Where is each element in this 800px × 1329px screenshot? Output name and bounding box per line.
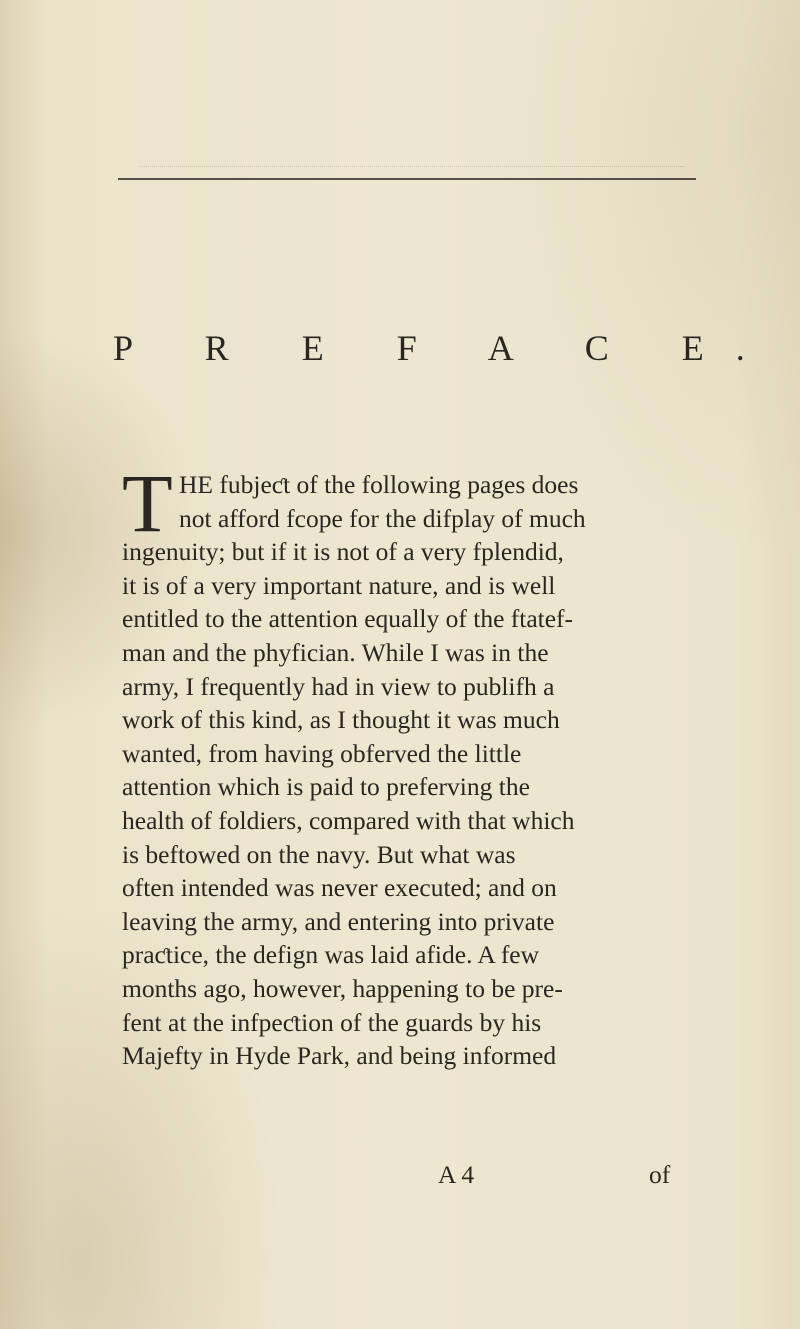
text-line: Majefty in Hyde Park, and being informed	[122, 1041, 557, 1071]
text-line: leaving the army, and entering into private	[122, 906, 555, 936]
text-line: fent at the infpeƈtion of the guards by his	[122, 1007, 542, 1037]
text-line: man and the phyfician. While I was in the	[122, 637, 549, 667]
text-line: praƈtice, the defign was laid afide. A few	[122, 940, 540, 970]
text-line: work of this kind, as I thought it was much	[122, 705, 560, 735]
page-footer	[0, 1160, 800, 1200]
text-line: wanted, from having obferved the little	[122, 738, 522, 768]
text-line: ingenuity; but if it is not of a very fplendid,	[122, 537, 564, 567]
preface-body	[122, 468, 690, 1073]
text-line: entitled to the attention equally of the ftatef-	[122, 604, 574, 634]
text-line: HE fubjeƈt of the following pages does	[179, 470, 579, 499]
text-line: often intended was never executed; and on	[122, 873, 557, 903]
text-line: not afford fcope for the difplay of much	[179, 503, 586, 533]
text-line: health of foldiers, compared with that which	[122, 805, 575, 835]
signature-mark: A 4	[438, 1160, 475, 1189]
text-line: is beftowed on the navy. But what was	[122, 839, 516, 869]
catchword: of	[649, 1160, 671, 1189]
header-rule	[118, 178, 696, 180]
preface-heading: P R E F A C E.	[113, 328, 777, 368]
text-line: attention which is paid to preferving the	[122, 772, 530, 802]
text-line: army, I frequently had in view to publifh a	[122, 671, 555, 701]
drop-cap: T	[122, 457, 173, 549]
bleed-through-ornament	[140, 150, 685, 167]
text-line: it is of a very important nature, and is well	[122, 570, 556, 600]
text-line: months ago, however, happening to be pre-	[122, 973, 563, 1003]
